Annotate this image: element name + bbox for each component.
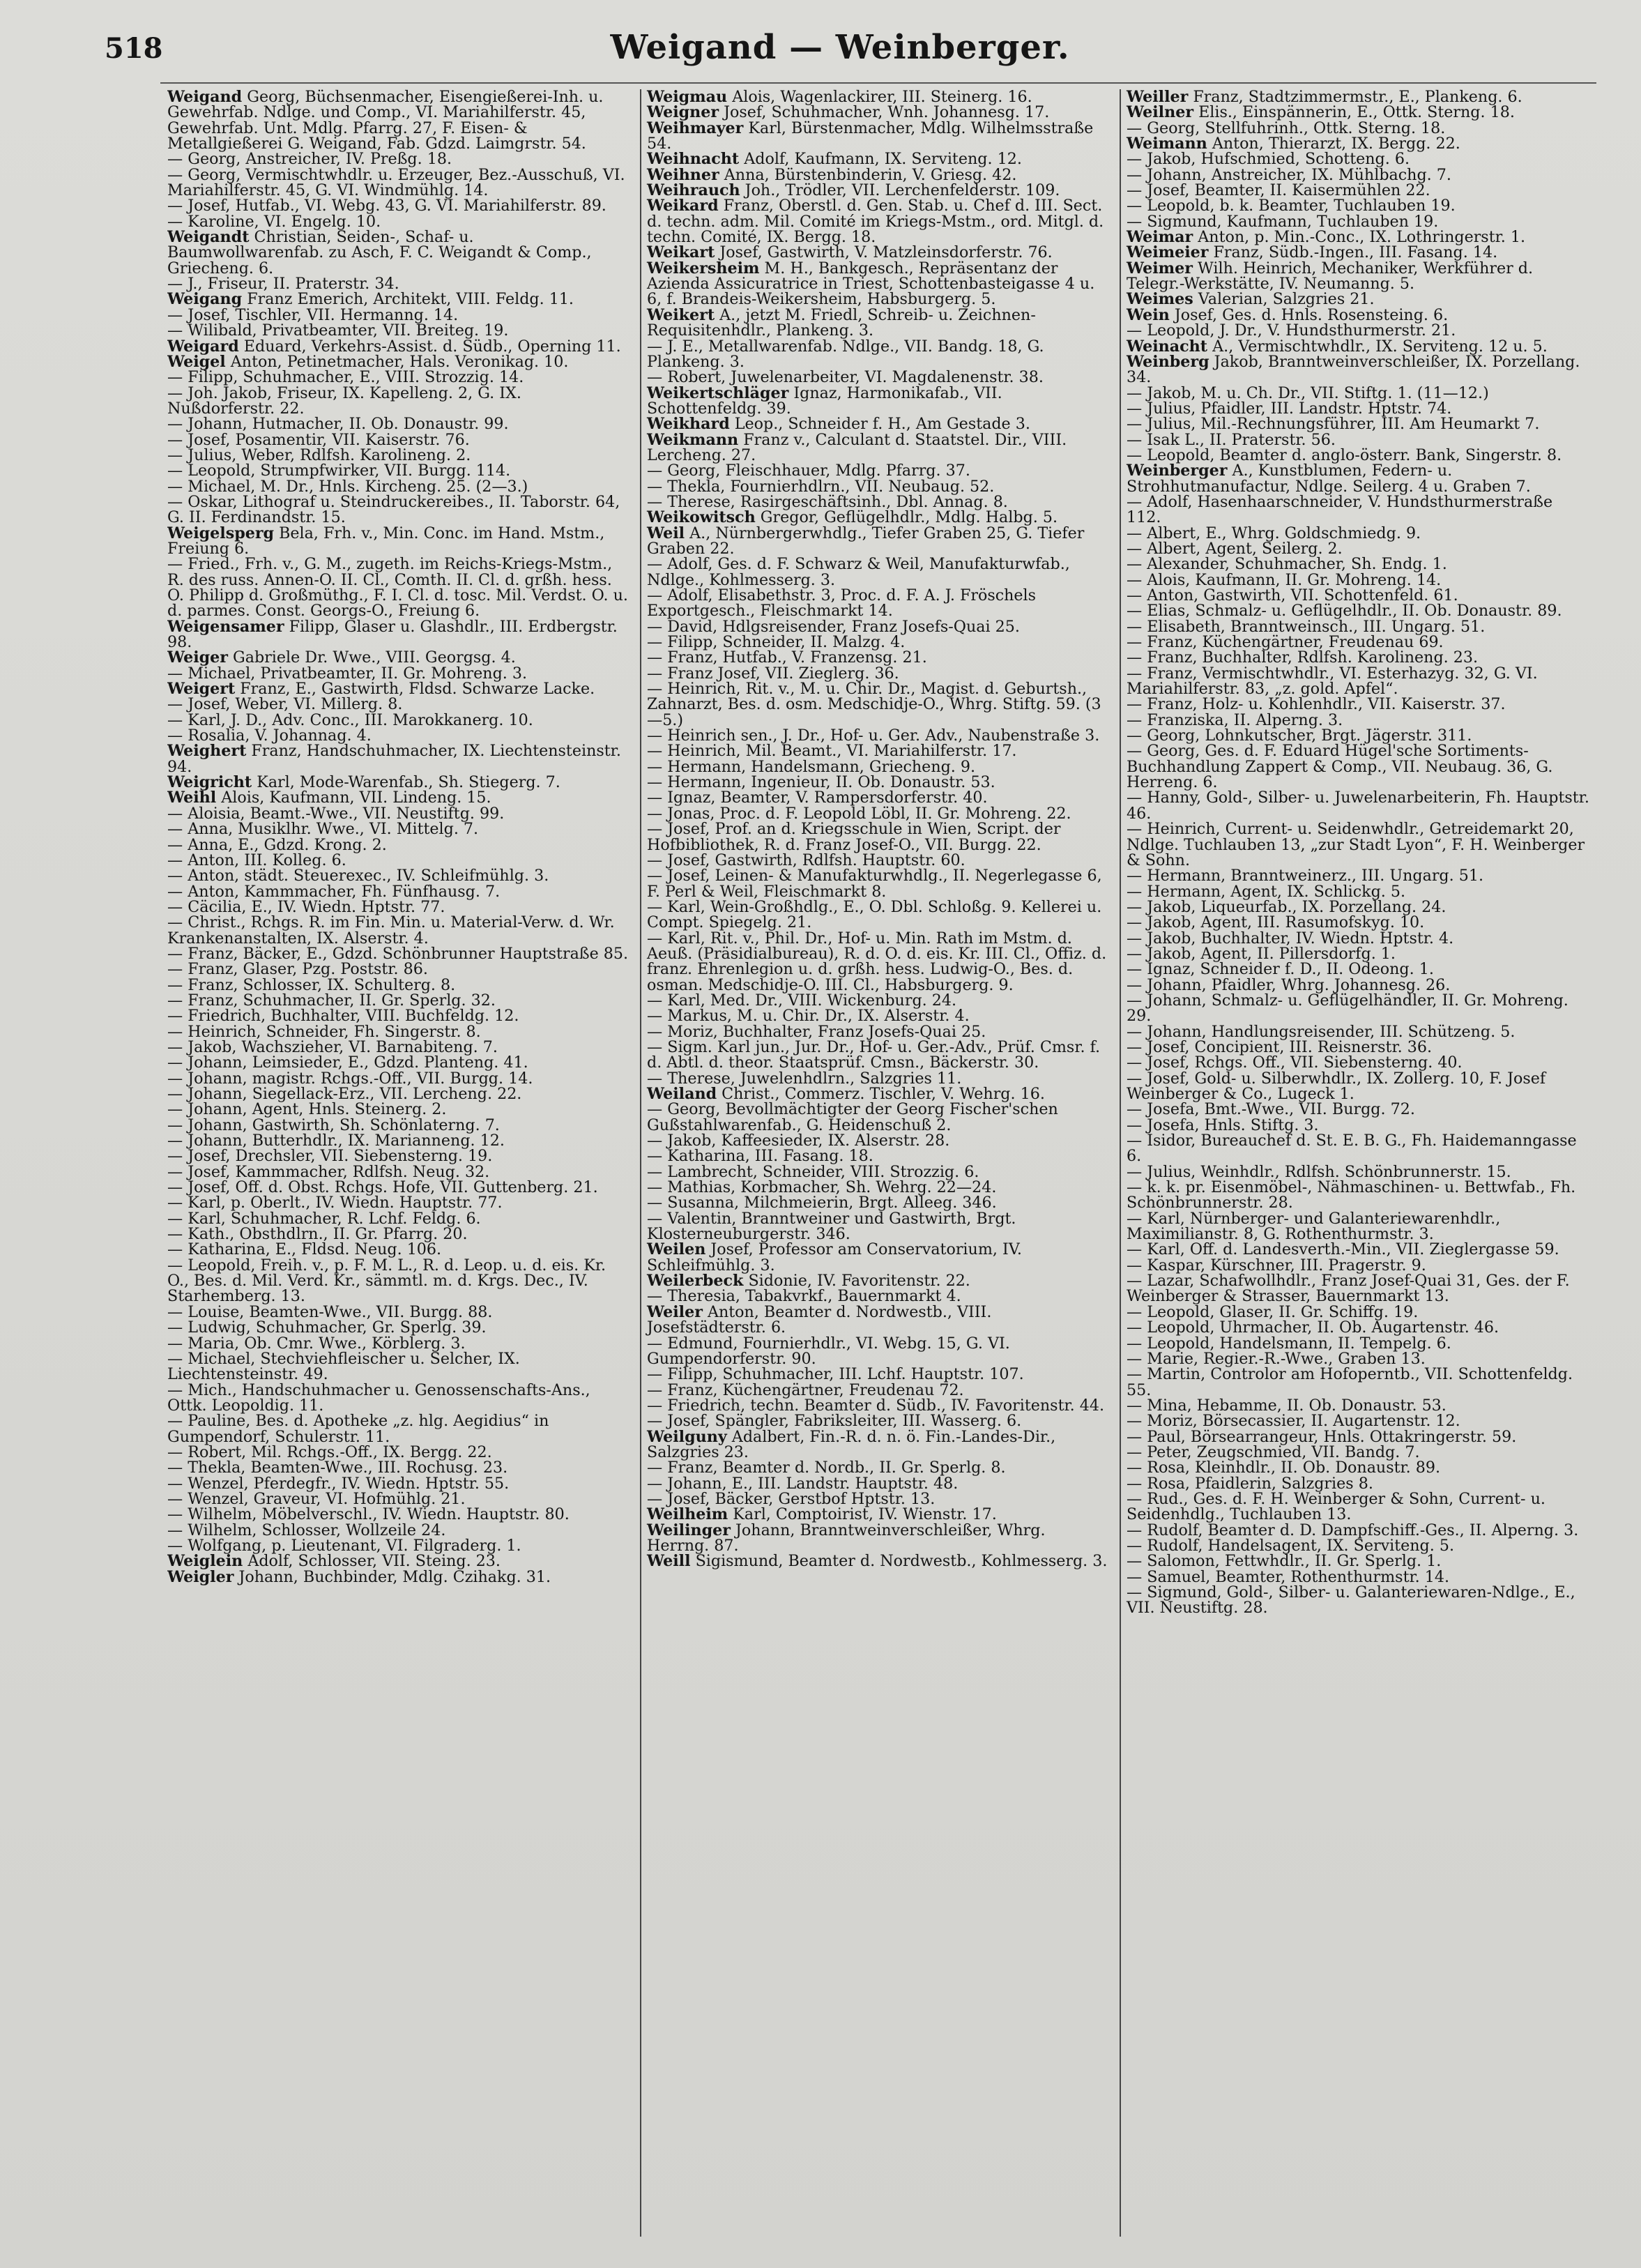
directory-entry: — Pauline, Bes. d. Apotheke „z. hlg. Aegidius“ in Gumpendorf, Schulerstr. 11. xyxy=(167,1412,549,1446)
directory-entry: — Georg, Lohnkutscher, Brgt. Jägerstr. 311. xyxy=(1127,726,1472,745)
directory-entry: — Josef, Hutfab., VI. Webg. 43, G. VI. Mariahilferstr. 89. xyxy=(167,197,606,215)
directory-entry: — Aloisia, Beamt.-Wwe., VII. Neustiftg. 99. xyxy=(167,804,505,823)
directory-entry: — Heinrich, Current- u. Seidenwhdlr., Getreidemarkt 20, Ndlge. Tuchlauben 13, „zur Stadt Lyon“, F. H. Weinberger & Sohn. xyxy=(1127,820,1585,869)
directory-entry: — Kath., Obsthdlrn., II. Gr. Pfarrg. 20. xyxy=(167,1225,468,1244)
directory-entry: — Valentin, Branntweiner und Gastwirth, Brgt. Klosterneuburgerstr. 346. xyxy=(647,1209,1016,1244)
directory-entry: — Ignaz, Schneider f. D., II. Odeong. 1. xyxy=(1127,960,1434,979)
directory-entry: Weilen Josef, Professor am Conservatorium, IV. Schleifmühlg. 3. xyxy=(647,1240,1022,1274)
directory-entry: — Johann, Hutmacher, II. Ob. Donaustr. 99. xyxy=(167,415,509,434)
directory-entry: — Wolfgang, p. Lieutenant, VI. Filgraderg. 1. xyxy=(167,1536,521,1555)
directory-entry: — Rosa, Pfaidlerin, Salzgries 8. xyxy=(1127,1474,1373,1493)
directory-entry: Weinberger A., Kunstblumen, Federn- u. Strohhutmanufactur, Ndlge. Seilerg. 4 u. Graben 7. xyxy=(1127,462,1531,496)
directory-entry: Weigmau Alois, Wagenlackirer, III. Steinerg. 16. xyxy=(647,89,1032,106)
directory-entry: — Johann, Siegellack-Erz., VII. Lercheng. 22. xyxy=(167,1085,522,1103)
directory-entry: Weilner Elis., Einspännerin, E., Ottk. Sterng. 18. xyxy=(1127,103,1515,122)
directory-columns xyxy=(167,89,1589,2237)
directory-entry: — Johann, Anstreicher, IX. Mühlbachg. 7. xyxy=(1127,165,1451,184)
directory-column-2 xyxy=(640,89,1110,2237)
directory-entry: — Anton, städt. Steuerexec., IV. Schleifmühlg. 3. xyxy=(167,867,549,885)
directory-entry: Weigang Franz Emerich, Architekt, VIII. Feldg. 11. xyxy=(167,290,574,309)
directory-entry: — Hermann, Ingenieur, II. Ob. Donaustr. 53. xyxy=(647,773,995,792)
directory-entry: — Leopold, b. k. Beamter, Tuchlauben 19. xyxy=(1127,197,1456,215)
directory-entry: Weiglein Adolf, Schlosser, VII. Steing. 23. xyxy=(167,1552,501,1571)
directory-entry: — Sigm. Karl jun., Jur. Dr., Hof- u. Ger.-Adv., Prüf. Cmsr. f. d. Abtl. d. theor. Staatsprüf. Cmsn., Bäckerstr. 30. xyxy=(647,1037,1101,1072)
directory-entry: Weiger Gabriele Dr. Wwe., VIII. Georgsg. 4. xyxy=(167,648,516,667)
directory-entry: — Adolf, Ges. d. F. Schwarz & Weil, Manufakturwfab., Ndlge., Kohlmesserg. 3. xyxy=(647,555,1070,589)
directory-entry: — Josef, Gastwirth, Rdlfsh. Hauptstr. 60. xyxy=(647,851,965,869)
directory-entry: — Julius, Mil.-Rechnungsführer, III. Am Heumarkt 7. xyxy=(1127,415,1540,434)
directory-entry: — Karl, Rit. v., Phil. Dr., Hof- u. Min. Rath im Mstm. d. Aeuß. (Präsidialbureau), R. d. O. d. eis. Kr. III. Cl., Offiz. d. franz. Ehrenlegion u. d. grßh. hess. Ludwig-O., Bes. d. osman. Medschidje-O. III. Cl., Habsburgerg. 9. xyxy=(647,929,1107,994)
directory-entry: Weikertschläger Ignaz, Harmonikafab., VII. Schottenfeldg. 39. xyxy=(647,383,1002,418)
directory-entry: — Johann, Leimsieder, E., Gdzd. Planteng. 41. xyxy=(167,1053,528,1072)
directory-entry: — Josef, Weber, VI. Millerg. 8. xyxy=(167,695,403,714)
directory-entry: Weihner Anna, Bürstenbinderin, V. Griesg. 42. xyxy=(647,165,1017,184)
directory-entry: Weimer Wilh. Heinrich, Mechaniker, Werkführer d. Telegr.-Werkstätte, IV. Neumanng. 5. xyxy=(1127,259,1534,294)
directory-entry: Weikmann Franz v., Calculant d. Staatstel. Dir., VIII. Lercheng. 27. xyxy=(647,430,1067,464)
directory-entry: — Josef, Beamter, II. Kaisermühlen 22. xyxy=(1127,181,1430,200)
directory-entry: — Filipp, Schneider, II. Malzg. 4. xyxy=(647,633,906,652)
directory-entry: — Wilibald, Privatbeamter, VII. Breiteg. 19. xyxy=(167,321,509,340)
directory-entry: — Wenzel, Graveur, VI. Hofmühlg. 21. xyxy=(167,1489,466,1508)
directory-entry: — Rud., Ges. d. F. H. Weinberger & Sohn, Current- u. Seidenhdlg., Tuchlauben 13. xyxy=(1127,1489,1545,1524)
directory-entry: — Jonas, Proc. d. F. Leopold Löbl, II. Gr. Mohreng. 22. xyxy=(647,804,1071,823)
directory-entry: — Karl, Wein-Großhdlg., E., O. Dbl. Schloßg. 9. Kellerei u. Compt. Spiegelg. 21. xyxy=(647,897,1102,932)
directory-entry: Weil A., Nürnbergerwhdlg., Tiefer Graben 25, G. Tiefer Graben 22. xyxy=(647,524,1085,558)
directory-entry: — Johann, Pfaidler, Whrg. Johannesg. 26. xyxy=(1127,975,1451,994)
directory-entry: — Franz, Buchhalter, Rdlfsh. Karolineng. 23. xyxy=(1127,648,1479,667)
directory-entry: — Alexander, Schuhmacher, Sh. Endg. 1. xyxy=(1127,555,1447,574)
directory-entry: — Josef, Rchgs. Off., VII. Siebensterng. 40. xyxy=(1127,1053,1463,1072)
directory-entry: — k. k. pr. Eisenmöbel-, Nähmaschinen- u. Bettwfab., Fh. Schönbrunnerstr. 28. xyxy=(1127,1178,1576,1212)
directory-entry: Weikert A., jetzt M. Friedl, Schreib- u. Zeichnen-Requisitenhdlr., Plankeng. 3. xyxy=(647,305,1036,340)
directory-entry: — Lambrecht, Schneider, VIII. Strozzig. 6. xyxy=(647,1162,979,1181)
directory-entry: — Franz, Küchengärtner, Freudenau 69. xyxy=(1127,633,1444,652)
directory-entry: — Georg, Stellfuhrinh., Ottk. Sterng. 18. xyxy=(1127,119,1446,137)
directory-entry: — Leopold, Freih. v., p. F. M. L., R. d. Leop. u. d. eis. Kr. O., Bes. d. Mil. Verd. Kr., sämmtl. m. d. Krgs. Dec., IV. Starhemberg. 13. xyxy=(167,1256,606,1306)
directory-entry: — Karoline, VI. Engelg. 10. xyxy=(167,212,381,231)
directory-entry: — Heinrich, Schneider, Fh. Singerstr. 8. xyxy=(167,1022,481,1041)
directory-entry: — Heinrich sen., J. Dr., Hof- u. Ger. Adv., Naubenstraße 3. xyxy=(647,726,1100,745)
directory-entry: — Franz, Hutfab., V. Franzensg. 21. xyxy=(647,648,927,667)
directory-entry: Weikhard Leop., Schneider f. H., Am Gestade 3. xyxy=(647,415,1030,434)
directory-entry: — Hermann, Branntweinerz., III. Ungarg. 51. xyxy=(1127,867,1484,885)
directory-entry: Weigner Josef, Schuhmacher, Wnh. Johannesg. 17. xyxy=(647,103,1050,122)
directory-entry: — Ludwig, Schuhmacher, Gr. Sperlg. 39. xyxy=(167,1318,487,1337)
directory-entry: — Georg, Fleischhauer, Mdlg. Pfarrg. 37. xyxy=(647,462,970,480)
directory-entry: Weihnacht Adolf, Kaufmann, IX. Serviteng. 12. xyxy=(647,150,1022,169)
directory-entry: — Georg, Anstreicher, IV. Preßg. 18. xyxy=(167,150,452,169)
directory-entry: — Mathias, Korbmacher, Sh. Wehrg. 22—24. xyxy=(647,1178,997,1197)
directory-entry: — Alois, Kaufmann, II. Gr. Mohreng. 14. xyxy=(1127,570,1442,589)
directory-entry: Weihmayer Karl, Bürstenmacher, Mdlg. Wilhelmsstraße 54. xyxy=(647,119,1094,153)
directory-entry: — Thekla, Beamten-Wwe., III. Rochusg. 23. xyxy=(167,1459,508,1477)
directory-entry: — Sigmund, Kaufmann, Tuchlauben 19. xyxy=(1127,212,1439,231)
directory-entry: — Michael, Stechviehfleischer u. Selcher, IX. Liechtensteinstr. 49. xyxy=(167,1349,520,1384)
directory-entry: Weigel Anton, Petinetmacher, Hals. Veronikag. 10. xyxy=(167,352,569,371)
directory-entry: — Franz, Holz- u. Kohlenhdlr., VII. Kaiserstr. 37. xyxy=(1127,695,1506,714)
directory-entry: — Josef, Tischler, VII. Hermanng. 14. xyxy=(167,305,459,324)
directory-entry: Weiller Franz, Stadtzimmermstr., E., Plankeng. 6. xyxy=(1127,89,1522,106)
directory-entry: — Franz, Schlosser, IX. Schulterg. 8. xyxy=(167,975,456,994)
directory-entry: — Georg, Bevollmächtigter der Georg Fischer'schen Gußstahlwarenfab., G. Heidenschuß 2. xyxy=(647,1100,1058,1134)
directory-entry: — Maria, Ob. Cmr. Wwe., Körblerg. 3. xyxy=(167,1334,466,1353)
directory-entry: — Edmund, Fournierhdlr., VI. Webg. 15, G. VI. Gumpendorferstr. 90. xyxy=(647,1334,1010,1368)
directory-entry: — Franz, Glaser, Pzg. Poststr. 86. xyxy=(167,960,428,979)
directory-entry: — Ignaz, Beamter, V. Rampersdorferstr. 40. xyxy=(647,789,988,807)
directory-entry: Weikard Franz, Oberstl. d. Gen. Stab. u. Chef d. III. Sect. d. techn. adm. Mil. Comité im Kriegs-Mstm., ord. Mitgl. d. techn. Comité, IX. Bergg. 18. xyxy=(647,197,1104,247)
directory-entry: — Johann, Gastwirth, Sh. Schönlaterng. 7. xyxy=(167,1116,500,1134)
directory-entry: — Wenzel, Pferdegfr., IV. Wiedn. Hptstr. 55. xyxy=(167,1474,510,1493)
directory-entry: — Samuel, Beamter, Rothenthurmstr. 14. xyxy=(1127,1567,1450,1586)
directory-entry: — Josef, Bäcker, Gerstbof Hptstr. 13. xyxy=(647,1489,936,1508)
directory-entry: — Anton, III. Kolleg. 6. xyxy=(167,851,346,869)
directory-entry: — Franziska, II. Alperng. 3. xyxy=(1127,710,1343,729)
directory-entry: — Marie, Regier.-R.-Wwe., Graben 13. xyxy=(1127,1349,1426,1368)
directory-entry: — Wilhelm, Schlosser, Wollzeile 24. xyxy=(167,1521,446,1539)
directory-entry: Weigand Georg, Büchsenmacher, Eisengießerei-Inh. u. Gewehrfab. Ndlge. und Comp., VI. Mariahilferstr. 45, Gewehrfab. Unt. Mdlg. Pfarrg. 27, F. Eisen- & Metallgießerei G. Weigand, Fab. Gdzd. Laimgrstr. 54. xyxy=(167,89,604,153)
directory-entry: — Josefa, Hnls. Stiftg. 3. xyxy=(1127,1116,1319,1134)
directory-entry: — Anna, Musiklhr. Wwe., VI. Mittelg. 7. xyxy=(167,820,479,839)
directory-entry: — Mich., Handschuhmacher u. Genossenschafts-Ans., Ottk. Leopoldig. 11. xyxy=(167,1380,590,1415)
directory-entry: — Jakob, Agent, II. Pillersdorfg. 1. xyxy=(1127,944,1396,963)
directory-entry: — Katharina, III. Fasang. 18. xyxy=(647,1147,873,1166)
directory-entry: — Cäcilia, E., IV. Wiedn. Hptstr. 77. xyxy=(167,897,445,916)
directory-entry: — Filipp, Schuhmacher, III. Lchf. Hauptstr. 107. xyxy=(647,1365,1024,1384)
directory-entry: Weigelsperg Bela, Frh. v., Min. Conc. im Hand. Mstm., Freiung 6. xyxy=(167,524,605,558)
directory-entry: — Leopold, Handelsmann, II. Tempelg. 6. xyxy=(1127,1334,1451,1353)
directory-entry: Weill Sigismund, Beamter d. Nordwestb., Kohlmesserg. 3. xyxy=(647,1552,1108,1571)
directory-entry: Weigricht Karl, Mode-Warenfab., Sh. Stiegerg. 7. xyxy=(167,773,560,792)
directory-entry: — Albert, Agent, Seilerg. 2. xyxy=(1127,539,1343,558)
directory-entry: — Susanna, Milchmeierin, Brgt. Alleeg. 346. xyxy=(647,1194,997,1212)
page-number: 518 xyxy=(105,32,163,65)
directory-entry: Weimar Anton, p. Min.-Conc., IX. Lothringerstr. 1. xyxy=(1127,228,1526,247)
directory-column-1 xyxy=(167,89,630,2237)
directory-entry: Weigler Johann, Buchbinder, Mdlg. Czihakg. 31. xyxy=(167,1567,551,1586)
directory-entry: Weihl Alois, Kaufmann, VII. Lindeng. 15. xyxy=(167,789,491,807)
directory-entry: — Johann, magistr. Rchgs.-Off., VII. Burgg. 14. xyxy=(167,1069,533,1088)
directory-entry: Weimeier Franz, Südb.-Ingen., III. Fasang. 14. xyxy=(1127,243,1498,262)
directory-entry: — Anton, Gastwirth, VII. Schottenfeld. 61. xyxy=(1127,586,1458,604)
directory-entry: — Louise, Beamten-Wwe., VII. Burgg. 88. xyxy=(167,1302,493,1321)
directory-entry: — Josef, Prof. an d. Kriegsschule in Wien, Script. der Hofbibliothek, R. d. Franz Josef-O., VII. Burgg. 22. xyxy=(647,820,1061,854)
directory-entry: — Lazar, Schafwollhdlr., Franz Josef-Quai 31, Ges. der F. Weinberger & Strasser, Bauernmarkt 13. xyxy=(1127,1272,1570,1306)
directory-entry: — Peter, Zeugschmied, VII. Bandg. 7. xyxy=(1127,1443,1420,1461)
directory-entry: — J., Friseur, II. Praterstr. 34. xyxy=(167,275,399,294)
directory-entry: — Albert, E., Whrg. Goldschmiedg. 9. xyxy=(1127,524,1421,542)
directory-entry: — Leopold, Beamter d. anglo-österr. Bank, Singerstr. 8. xyxy=(1127,446,1562,464)
directory-entry: — Salomon, Fettwhdlr., II. Gr. Sperlg. 1. xyxy=(1127,1552,1442,1571)
directory-entry: — Franz, Vermischtwhdlr., VI. Esterhazyg. 32, G. VI. Mariahilferstr. 83, „z. gold. Apfel“. xyxy=(1127,664,1538,699)
directory-entry: — Karl, Schuhmacher, R. Lchf. Feldg. 6. xyxy=(167,1209,481,1228)
page-header xyxy=(105,28,1575,70)
directory-entry: Weinberg Jakob, Branntweinverschleißer, IX. Porzellang. 34. xyxy=(1127,352,1580,387)
directory-entry: — Johann, Handlungsreisender, III. Schützeng. 5. xyxy=(1127,1022,1516,1041)
directory-entry: Wein Josef, Ges. d. Hnls. Rosensteing. 6. xyxy=(1127,305,1449,324)
directory-entry: Weimann Anton, Thierarzt, IX. Bergg. 22. xyxy=(1127,135,1460,153)
directory-entry: — Johann, Agent, Hnls. Steinerg. 2. xyxy=(167,1100,447,1119)
directory-entry: — Christ., Rchgs. R. im Fin. Min. u. Material-Verw. d. Wr. Krankenanstalten, IX. Alserstr. 4. xyxy=(167,913,615,947)
directory-entry: — Leopold, Glaser, II. Gr. Schiffg. 19. xyxy=(1127,1302,1419,1321)
directory-entry: — Franz Josef, VII. Zieglerg. 36. xyxy=(647,664,899,683)
directory-entry: — Franz, Bäcker, E., Gdzd. Schönbrunner Hauptstraße 85. xyxy=(167,944,629,963)
directory-entry: Weigard Eduard, Verkehrs-Assist. d. Südb., Operning 11. xyxy=(167,337,621,356)
directory-entry: — Jakob, Liqueurfab., IX. Porzellang. 24. xyxy=(1127,897,1447,916)
directory-entry: — Franz, Beamter d. Nordb., II. Gr. Sperlg. 8. xyxy=(647,1459,1006,1477)
directory-entry: — Josefa, Bmt.-Wwe., VII. Burgg. 72. xyxy=(1127,1100,1415,1119)
directory-entry: Weighert Franz, Handschuhmacher, IX. Liechtensteinstr. 94. xyxy=(167,742,621,776)
directory-entry: — Jakob, Wachszieher, VI. Barnabiteng. 7. xyxy=(167,1037,498,1056)
directory-entry: — Johann, Butterhdlr., IX. Marianneng. 12. xyxy=(167,1132,505,1150)
directory-entry: — Michael, Privatbeamter, II. Gr. Mohreng. 3. xyxy=(167,664,528,683)
directory-entry: — Josef, Concipient, III. Reisnerstr. 36. xyxy=(1127,1037,1433,1056)
directory-entry: — Paul, Börsearrangeur, Hnls. Ottakringerstr. 59. xyxy=(1127,1427,1517,1446)
directory-entry: — Isak L., II. Praterstr. 56. xyxy=(1127,430,1336,449)
header-rule xyxy=(160,82,1596,84)
directory-entry: Weigandt Christian, Seiden-, Schaf- u. Baumwollwarenfab. zu Asch, F. C. Weigandt & Comp., Griecheng. 6. xyxy=(167,228,592,277)
directory-entry: — Oskar, Lithograf u. Steindruckereibes., II. Taborstr. 64, G. II. Ferdinandstr. 15. xyxy=(167,492,620,527)
directory-entry: Weigensamer Filipp, Glaser u. Glashdlr., III. Erdbergstr. 98. xyxy=(167,617,618,652)
directory-column-3 xyxy=(1120,89,1589,2237)
directory-entry: Weihrauch Joh., Trödler, VII. Lerchenfelderstr. 109. xyxy=(647,181,1060,200)
directory-entry: — Rudolf, Handelsagent, IX. Serviteng. 5. xyxy=(1127,1536,1455,1555)
directory-entry: — J. E., Metallwarenfab. Ndlge., VII. Bandg. 18, G. Plankeng. 3. xyxy=(647,337,1044,371)
directory-entry: — Johann, E., III. Landstr. Hauptstr. 48. xyxy=(647,1474,959,1493)
directory-entry: — Hanny, Gold-, Silber- u. Juwelenarbeiterin, Fh. Hauptstr. 46. xyxy=(1127,789,1589,823)
directory-entry: — Rudolf, Beamter d. D. Dampfschiff.-Ges., II. Alperng. 3. xyxy=(1127,1521,1579,1539)
directory-entry: — Moriz, Buchhalter, Franz Josefs-Quai 25. xyxy=(647,1022,986,1041)
directory-entry: — Mina, Hebamme, II. Ob. Donaustr. 53. xyxy=(1127,1396,1447,1415)
directory-entry: — Leopold, J. Dr., V. Hundsthurmerstr. 21. xyxy=(1127,321,1456,340)
directory-entry: — Josef, Spängler, Fabriksleiter, III. Wasserg. 6. xyxy=(647,1412,1022,1431)
directory-entry: — Anton, Kammmacher, Fh. Fünfhausg. 7. xyxy=(167,882,501,901)
directory-entry: — David, Hdlgsreisender, Franz Josefs-Quai 25. xyxy=(647,617,1020,636)
directory-entry: — Anna, E., Gdzd. Krong. 2. xyxy=(167,835,387,854)
directory-entry: — Karl, Off. d. Landesverth.-Min., VII. Zieglergasse 59. xyxy=(1127,1240,1559,1259)
directory-entry: — Thekla, Fournierhdlrn., VII. Neubaug. 52. xyxy=(647,477,995,496)
directory-entry: Weikart Josef, Gastwirth, V. Matzleinsdorferstr. 76. xyxy=(647,243,1053,262)
directory-entry: — Robert, Juwelenarbeiter, VI. Magdalenenstr. 38. xyxy=(647,368,1044,387)
directory-entry: — Isidor, Bureauchef d. St. E. B. G., Fh. Haidemanngasse 6. xyxy=(1127,1132,1577,1166)
directory-entry: — Sigmund, Gold-, Silber- u. Galanteriewaren-Ndlge., E., VII. Neustiftg. 28. xyxy=(1127,1583,1575,1618)
directory-entry: Weimes Valerian, Salzgries 21. xyxy=(1127,290,1375,309)
directory-entry: Weilinger Johann, Branntweinverschleißer, Whrg. Herrng. 87. xyxy=(647,1521,1046,1555)
directory-entry: — Leopold, Strumpfwirker, VII. Burgg. 114. xyxy=(167,462,511,480)
directory-entry: — Jakob, Buchhalter, IV. Wiedn. Hptstr. 4. xyxy=(1127,929,1454,947)
directory-entry: — Johann, Schmalz- u. Geflügelhändler, II. Gr. Mohreng. 29. xyxy=(1127,991,1569,1026)
directory-entry: — Jakob, Kaffeesieder, IX. Alserstr. 28. xyxy=(647,1132,950,1150)
directory-entry: Weinacht A., Vermischtwhdlr., IX. Serviteng. 12 u. 5. xyxy=(1127,337,1548,356)
directory-entry: — Moriz, Börsecassier, II. Augartenstr. 12. xyxy=(1127,1412,1460,1431)
directory-entry: — Josef, Gold- u. Silberwhdlr., IX. Zollerg. 10, F. Josef Weinberger & Co., Lugeck 1. xyxy=(1127,1069,1546,1103)
directory-entry: — Heinrich, Mil. Beamt., VI. Mariahilferstr. 17. xyxy=(647,742,1017,761)
directory-entry: — Georg, Ges. d. F. Eduard Hügel'sche Sortiments-Buchhandlung Zappert & Comp., VII. Neubaug. 36, G. Herreng. 6. xyxy=(1127,742,1553,792)
directory-entry: — Robert, Mil. Rchgs.-Off., IX. Bergg. 22. xyxy=(167,1443,492,1461)
directory-entry: — Therese, Juwelenhdlrn., Salzgries 11. xyxy=(647,1069,962,1088)
directory-entry: Weigert Franz, E., Gastwirth, Fldsd. Schwarze Lacke. xyxy=(167,680,595,699)
directory-entry: — Kaspar, Kürschner, III. Pragerstr. 9. xyxy=(1127,1256,1426,1274)
directory-entry: — Elias, Schmalz- u. Geflügelhdlr., II. Ob. Donaustr. 89. xyxy=(1127,602,1562,621)
directory-entry: — Filipp, Schuhmacher, E., VIII. Strozzig. 14. xyxy=(167,368,524,387)
directory-entry: — Franz, Schuhmacher, II. Gr. Sperlg. 32. xyxy=(167,991,496,1010)
directory-entry: Weiland Christ., Commerz. Tischler, V. Wehrg. 16. xyxy=(647,1085,1045,1103)
directory-entry: — Rosalia, V. Johannag. 4. xyxy=(167,726,372,745)
directory-entry: — Josef, Posamentir, VII. Kaiserstr. 76. xyxy=(167,430,470,449)
directory-entry: — Josef, Drechsler, VII. Siebensterng. 19. xyxy=(167,1147,493,1166)
directory-entry: — Rosa, Kleinhdlr., II. Ob. Donaustr. 89. xyxy=(1127,1459,1441,1477)
directory-entry: — Hermann, Handelsmann, Griecheng. 9. xyxy=(647,757,976,776)
directory-entry: — Adolf, Hasenhaarschneider, V. Hundsthurmerstraße 112. xyxy=(1127,492,1553,527)
directory-entry: — Karl, Nürnberger- und Galanteriewarenhdlr., Maximilianstr. 8, G. Rothenthurmstr. 3. xyxy=(1127,1209,1501,1244)
directory-entry: — Jakob, Hufschmied, Schotteng. 6. xyxy=(1127,150,1410,169)
directory-entry: — Markus, M. u. Chir. Dr., IX. Alserstr. 4. xyxy=(647,1007,970,1026)
directory-entry: — Therese, Rasirgeschäftsinh., Dbl. Annag. 8. xyxy=(647,492,1008,511)
directory-entry: Weilguny Adalbert, Fin.-R. d. n. ö. Fin.-Landes-Dir., Salzgries 23. xyxy=(647,1427,1056,1461)
directory-entry: — Adolf, Elisabethstr. 3, Proc. d. F. A. J. Fröschels Exportgesch., Fleischmarkt 14. xyxy=(647,586,1037,621)
directory-entry: — Josef, Kammmacher, Rdlfsh. Neug. 32. xyxy=(167,1162,490,1181)
directory-entry: Weiler Anton, Beamter d. Nordwestb., VIII. Josefstädterstr. 6. xyxy=(647,1302,992,1337)
directory-entry: — Karl, p. Oberlt., IV. Wiedn. Hauptstr. 77. xyxy=(167,1194,503,1212)
directory-entry: — Fried., Frh. v., G. M., zugeth. im Reichs-Kriegs-Mstm., R. des russ. Annen-O. II. Cl., Comth. II. Cl. d. grßh. hess. O. Philipp d. Großmüthg., F. I. Cl. d. tosc. Mil. Verdst. O. u. d. parmes. Const. Georgs-O., Freiung 6. xyxy=(167,555,628,621)
directory-entry: — Hermann, Agent, IX. Schlickg. 5. xyxy=(1127,882,1406,901)
directory-entry: — Georg, Vermischtwhdlr. u. Erzeuger, Bez.-Ausschuß, VI. Mariahilferstr. 45, G. VI. Windmühlg. 14. xyxy=(167,165,625,200)
directory-entry: — Wilhelm, Möbelverschl., IV. Wiedn. Hauptstr. 80. xyxy=(167,1505,570,1524)
directory-entry: — Julius, Weinhdlr., Rdlfsh. Schönbrunnerstr. 15. xyxy=(1127,1162,1511,1181)
directory-entry: — Josef, Leinen- & Manufakturwhdlg., II. Negerlegasse 6, F. Perl & Weil, Fleischmarkt 8. xyxy=(647,867,1102,901)
directory-entry: Weikowitsch Gregor, Geflügelhdlr., Mdlg. Halbg. 5. xyxy=(647,508,1058,527)
directory-entry: — Martin, Controlor am Hofoperntb., VII. Schottenfeldg. 55. xyxy=(1127,1365,1573,1399)
directory-entry: — Friedrich, Buchhalter, VIII. Buchfeldg. 12. xyxy=(167,1007,519,1026)
running-head: Weigand — Weinberger. xyxy=(610,28,1070,67)
directory-entry: Weilheim Karl, Comptoirist, IV. Wienstr. 17. xyxy=(647,1505,997,1524)
directory-entry: — Julius, Pfaidler, III. Landstr. Hptstr. 74. xyxy=(1127,399,1452,418)
directory-entry: — Katharina, E., Fldsd. Neug. 106. xyxy=(167,1240,442,1259)
directory-entry: — Friedrich, techn. Beamter d. Südb., IV. Favoritenstr. 44. xyxy=(647,1396,1105,1415)
directory-entry: — Karl, J. D., Adv. Conc., III. Marokkanerg. 10. xyxy=(167,710,533,729)
directory-entry: — Jakob, M. u. Ch. Dr., VII. Stiftg. 1. (11—12.) xyxy=(1127,383,1489,402)
directory-entry: — Julius, Weber, Rdlfsh. Karolineng. 2. xyxy=(167,446,471,464)
directory-entry: — Elisabeth, Branntweinsch., III. Ungarg. 51. xyxy=(1127,617,1486,636)
directory-entry: — Theresia, Tabakvrkf., Bauernmarkt 4. xyxy=(647,1287,961,1306)
directory-entry: — Jakob, Agent, III. Rasumofskyg. 10. xyxy=(1127,913,1425,932)
directory-entry: — Franz, Küchengärtner, Freudenau 72. xyxy=(647,1380,964,1399)
directory-entry: Weikersheim M. H., Bankgesch., Repräsentanz der Azienda Assicuratrice in Triest, Schottenbasteigasse 4 u. 6, f. Brandeis-Weikersheim, Habsburgerg. 5. xyxy=(647,259,1095,309)
directory-entry: Weilerbeck Sidonie, IV. Favoritenstr. 22. xyxy=(647,1272,970,1291)
directory-entry: — Heinrich, Rit. v., M. u. Chir. Dr., Magist. d. Geburtsh., Zahnarzt, Bes. d. osm. Medschidje-O., Whrg. Stiftg. 59. (3—5.) xyxy=(647,680,1101,729)
directory-entry: — Karl, Med. Dr., VIII. Wickenburg. 24. xyxy=(647,991,957,1010)
directory-entry: — Joh. Jakob, Friseur, IX. Kapelleng. 2, G. IX. Nußdorferstr. 22. xyxy=(167,383,521,418)
directory-entry: — Leopold, Uhrmacher, II. Ob. Augartenstr. 46. xyxy=(1127,1318,1499,1337)
directory-entry: — Michael, M. Dr., Hnls. Kircheng. 25. (2—3.) xyxy=(167,477,528,496)
directory-entry: — Josef, Off. d. Obst. Rchgs. Hofe, VII. Guttenberg. 21. xyxy=(167,1178,598,1197)
